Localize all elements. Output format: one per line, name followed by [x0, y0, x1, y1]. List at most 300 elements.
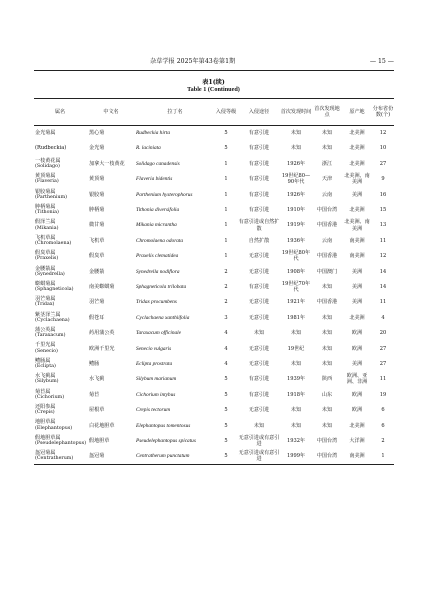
time-cell-text: 未知	[290, 360, 302, 367]
count-cell	[372, 187, 394, 202]
count-cell	[372, 295, 394, 310]
time-cell-text: 未知	[290, 130, 302, 137]
count-cell-text: 11	[379, 237, 387, 244]
genus-cell	[34, 233, 86, 248]
cn-cell-text: 假臭草	[89, 253, 105, 260]
count-cell	[372, 433, 394, 448]
place-cell	[312, 326, 342, 341]
col-first-place: 首次发现地点	[314, 105, 340, 118]
genus-cell-text: 黄顶菊属	[35, 173, 56, 180]
route-cell-text: 无意引进	[248, 268, 270, 275]
level-cell-text: 5	[224, 376, 228, 383]
genus-cell-text: 假臭草属	[35, 250, 56, 257]
genus-latin-text: (Elephantopus)	[35, 425, 73, 431]
time-cell	[280, 433, 312, 448]
count-cell-text: 10	[379, 145, 387, 152]
genus-latin-text: (Crepis)	[35, 410, 55, 416]
time-cell-text: 1926年	[286, 160, 306, 167]
cn-cell	[86, 156, 136, 171]
route-cell-text: 无意引进或有意引进	[238, 434, 280, 447]
level-cell-text: 5	[224, 145, 228, 152]
latin-cell	[136, 279, 214, 294]
place-cell-text: 中国台湾	[316, 437, 338, 444]
col-province-count: 分布省份数(个)	[372, 105, 394, 118]
origin-cell	[342, 372, 372, 387]
origin-cell	[342, 264, 372, 279]
latin-cell	[136, 310, 214, 325]
cn-cell-text: 加拿大一枝黄花	[89, 160, 125, 167]
table-row	[34, 341, 394, 356]
route-cell	[238, 310, 280, 325]
cn-cell-text: 假苍耳	[89, 314, 105, 321]
cn-cell	[86, 187, 136, 202]
genus-cell-text: 蟛蜞菊属	[35, 280, 56, 287]
time-cell	[280, 372, 312, 387]
origin-cell-text: 欧洲、亚洲、非洲	[346, 373, 368, 386]
genus-latin-text: (Silybum)	[35, 379, 59, 385]
genus-cell	[34, 141, 86, 156]
col-chinese-name: 中文名	[103, 108, 119, 115]
count-cell-text: 2	[381, 437, 385, 444]
time-cell-text: 19世纪	[287, 345, 305, 352]
latin-cell	[136, 433, 214, 448]
genus-cell-text: 飞机草属	[35, 234, 56, 241]
origin-cell-text: 美洲	[351, 360, 363, 367]
origin-cell-text: 北美洲	[349, 145, 365, 152]
genus-cell	[34, 279, 86, 294]
cn-cell-text: 水飞蓟	[89, 376, 105, 383]
genus-cell-text: 千里光属	[35, 342, 56, 349]
latin-cell-text: R. laciniata	[136, 145, 161, 152]
time-cell-text: 1932年	[286, 437, 306, 444]
origin-cell	[342, 310, 372, 325]
place-cell	[312, 387, 342, 402]
count-cell-text: 14	[379, 268, 387, 275]
genus-cell-text: 银胶菊属	[35, 188, 56, 195]
latin-cell-text: Cichorium intybus	[136, 391, 176, 398]
time-cell-text: 1919年	[286, 222, 306, 229]
level-cell	[214, 295, 238, 310]
latin-cell	[136, 218, 214, 233]
genus-cell	[34, 249, 86, 264]
count-cell	[372, 403, 394, 418]
place-cell	[312, 403, 342, 418]
cn-cell-text: 黑心菊	[89, 130, 105, 137]
place-cell-text: 未知	[321, 422, 333, 429]
cn-cell-text: 欧洲千里光	[89, 345, 115, 352]
place-cell	[312, 341, 342, 356]
latin-cell-text: Centratherum punctatum	[136, 453, 190, 460]
place-cell-text: 中国香港	[316, 222, 338, 229]
latin-cell	[136, 233, 214, 248]
route-cell	[238, 326, 280, 341]
time-cell-text: 1936年	[286, 237, 306, 244]
level-cell-text: 5	[224, 391, 228, 398]
level-cell-text: 5	[224, 422, 228, 429]
route-cell-text: 有意引进或自然扩散	[238, 219, 280, 232]
genus-cell	[34, 387, 86, 402]
latin-cell-text: Taraxacum officinale	[136, 330, 181, 337]
latin-cell-text: Solidago canadensis	[136, 160, 180, 167]
level-cell-text: 1	[224, 222, 228, 229]
time-cell	[280, 233, 312, 248]
time-cell-text: 1939年	[286, 376, 306, 383]
latin-cell-text: Silybum marianum	[136, 376, 177, 383]
route-cell-text: 有意引进	[248, 130, 270, 137]
genus-latin-text: (Synedrella)	[35, 271, 65, 277]
time-cell	[280, 126, 312, 141]
route-cell	[238, 264, 280, 279]
cn-cell-text: 肿柄菊	[89, 207, 105, 214]
origin-cell-text: 北美洲	[349, 207, 365, 214]
origin-cell	[342, 449, 372, 464]
latin-cell	[136, 326, 214, 341]
place-cell	[312, 218, 342, 233]
time-cell-text: 未知	[290, 422, 302, 429]
place-cell	[312, 141, 342, 156]
count-cell-text: 6	[381, 407, 385, 414]
route-cell	[238, 187, 280, 202]
latin-cell	[136, 126, 214, 141]
level-cell-text: 2	[224, 268, 228, 275]
genus-cell	[34, 202, 86, 217]
origin-cell-text: 欧洲	[351, 330, 363, 337]
level-cell	[214, 356, 238, 371]
time-cell	[280, 449, 312, 464]
route-cell-text: 无意引进	[248, 407, 270, 414]
latin-cell	[136, 372, 214, 387]
level-cell-text: 5	[224, 437, 228, 444]
origin-cell-text: 欧洲	[351, 345, 363, 352]
origin-cell	[342, 279, 372, 294]
cn-cell	[86, 387, 136, 402]
cn-cell-text: 南美蟛蜞菊	[89, 284, 115, 290]
origin-cell-text: 大洋洲	[349, 437, 365, 444]
place-cell-text: 云南	[321, 237, 333, 244]
place-cell	[312, 279, 342, 294]
origin-cell-text: 北美洲、南美洲	[344, 219, 370, 232]
latin-cell	[136, 403, 214, 418]
genus-cell-text: 地胆草属	[35, 419, 56, 426]
time-cell-text: 1910年	[286, 207, 306, 214]
place-cell	[312, 202, 342, 217]
route-cell	[238, 156, 280, 171]
place-cell	[312, 310, 342, 325]
origin-cell-text: 南美洲	[349, 237, 365, 244]
genus-cell	[34, 295, 86, 310]
table-row	[34, 279, 394, 294]
origin-cell-text: 北美洲、南美洲	[344, 173, 370, 186]
table-row	[34, 264, 394, 279]
origin-cell-text: 北美洲	[349, 130, 365, 137]
cn-cell	[86, 233, 136, 248]
place-cell-text: 未知	[321, 360, 333, 367]
origin-cell	[342, 341, 372, 356]
time-cell	[280, 279, 312, 294]
place-cell-text: 浙江	[321, 160, 333, 167]
place-cell	[312, 372, 342, 387]
genus-cell-text: 肿柄菊属	[35, 203, 56, 210]
place-cell	[312, 187, 342, 202]
cn-cell	[86, 356, 136, 371]
genus-cell-text: 盔冠菊属	[35, 449, 56, 456]
genus-latin-text: (Chromolaena)	[35, 240, 72, 246]
level-cell-text: 1	[224, 207, 228, 214]
col-latin-name: 拉丁名	[167, 108, 183, 115]
route-cell	[238, 356, 280, 371]
level-cell	[214, 233, 238, 248]
count-cell-text: 11	[379, 376, 387, 383]
route-cell-text: 有意引进	[248, 160, 270, 167]
origin-cell-text: 美洲	[351, 191, 363, 198]
cn-cell	[86, 202, 136, 217]
time-cell-text: 19世纪80—90年代	[281, 173, 311, 186]
table-body	[34, 126, 394, 465]
level-cell	[214, 249, 238, 264]
origin-cell-text: 欧洲	[351, 407, 363, 414]
count-cell	[372, 249, 394, 264]
route-cell	[238, 295, 280, 310]
col-route: 入侵途径	[248, 108, 270, 115]
genus-cell-text: 金光菊属	[35, 130, 56, 137]
time-cell-text: 19世纪80年代	[281, 250, 311, 263]
time-cell	[280, 341, 312, 356]
table-row	[34, 141, 394, 156]
latin-cell-text: Senecio vulgaris	[136, 345, 172, 352]
latin-cell-text: Tridax procumbens	[136, 299, 177, 306]
genus-latin-text: (Praxelis)	[35, 256, 59, 262]
time-cell	[280, 418, 312, 433]
time-cell	[280, 326, 312, 341]
table-row	[34, 202, 394, 217]
genus-latin-text: (Centratherum)	[35, 456, 74, 462]
genus-cell-text: 金腰箭属	[35, 265, 56, 272]
cn-cell-text: 鳢肠	[89, 360, 100, 367]
route-cell	[238, 372, 280, 387]
cn-cell-text: 菊苣	[89, 391, 100, 398]
count-cell	[372, 449, 394, 464]
time-cell-text: 1918年	[286, 391, 306, 398]
running-header	[34, 56, 394, 68]
genus-cell-text: 假泽兰属	[35, 219, 56, 226]
place-cell	[312, 156, 342, 171]
cn-cell-text: 黄顶菊	[89, 176, 105, 183]
latin-cell-text: Cyclachaena xanthiifolia	[136, 314, 190, 321]
place-cell	[312, 249, 342, 264]
origin-cell	[342, 156, 372, 171]
time-cell	[280, 403, 312, 418]
count-cell-text: 27	[379, 160, 387, 167]
time-cell-text: 1926年	[286, 191, 306, 198]
count-cell	[372, 387, 394, 402]
place-cell	[312, 356, 342, 371]
level-cell-text: 3	[224, 314, 228, 321]
genus-latin-text: (Pseudelephantopus)	[35, 441, 87, 446]
cn-cell	[86, 218, 136, 233]
genus-cell-text: 水飞蓟属	[35, 373, 56, 380]
level-cell-text: 1	[224, 237, 228, 244]
level-cell-text: 4	[224, 345, 228, 352]
count-cell-text: 14	[379, 284, 387, 290]
level-cell-text: 2	[224, 299, 228, 306]
count-cell-text: 27	[379, 360, 387, 367]
route-cell-text: 无意引进	[248, 253, 270, 260]
route-cell	[238, 126, 280, 141]
route-cell-text: 自然扩散	[248, 237, 270, 244]
latin-cell-text: Tithonia diversifolia	[136, 207, 180, 214]
cn-cell	[86, 403, 136, 418]
table-row	[34, 172, 394, 187]
latin-cell-text: Pseudelephantopus spicatus	[136, 437, 196, 444]
cn-cell	[86, 372, 136, 387]
route-cell-text: 无意引进	[248, 314, 270, 321]
time-cell-text: 未知	[290, 330, 302, 337]
cn-cell-text: 金光菊	[89, 145, 105, 152]
place-cell-text: 中国台湾	[316, 453, 338, 460]
genus-cell	[34, 187, 86, 202]
time-cell-text: 1999年	[286, 453, 306, 460]
table-header-row	[34, 99, 394, 126]
origin-cell	[342, 172, 372, 187]
time-cell	[280, 249, 312, 264]
origin-cell-text: 美洲	[351, 284, 363, 290]
place-cell-text: 中国台湾	[316, 207, 338, 214]
latin-cell-text: Chromolaena odorata	[136, 237, 184, 244]
cn-cell	[86, 433, 136, 448]
latin-cell-text: Flaveria bidentis	[136, 176, 173, 183]
table-row	[34, 372, 394, 387]
genus-latin-text: (Sphagneticola)	[35, 287, 74, 293]
latin-cell	[136, 156, 214, 171]
cn-cell-text: 白花地胆草	[89, 422, 115, 429]
level-cell	[214, 433, 238, 448]
table-row	[34, 218, 394, 233]
count-cell-text: 27	[379, 345, 387, 352]
table-row	[34, 187, 394, 202]
col-origin: 原产地	[349, 108, 365, 115]
time-cell-text: 1921年	[286, 299, 306, 306]
count-cell	[372, 264, 394, 279]
origin-cell-text: 美洲	[351, 268, 363, 275]
origin-cell	[342, 141, 372, 156]
level-cell	[214, 172, 238, 187]
cn-cell-text: 飞机草	[89, 237, 105, 244]
count-cell-text: 12	[379, 130, 387, 137]
time-cell	[280, 187, 312, 202]
cn-cell	[86, 126, 136, 141]
level-cell-text: 1	[224, 160, 228, 167]
time-cell-text: 1908年	[286, 268, 306, 275]
genus-latin-text: (Tridax)	[35, 302, 55, 308]
table-row	[34, 418, 394, 433]
latin-cell	[136, 341, 214, 356]
latin-cell	[136, 187, 214, 202]
route-cell-text: 有意引进	[248, 376, 270, 383]
origin-cell-text: 北美洲	[349, 314, 365, 321]
time-cell	[280, 141, 312, 156]
cn-cell	[86, 326, 136, 341]
latin-cell	[136, 295, 214, 310]
level-cell-text: 2	[224, 284, 228, 290]
genus-latin-text: (Tithonia)	[35, 210, 59, 216]
origin-cell-text: 欧洲	[351, 391, 363, 398]
place-cell	[312, 264, 342, 279]
origin-cell	[342, 418, 372, 433]
time-cell-text: 1981年	[286, 314, 306, 321]
count-cell-text: 1	[381, 453, 385, 460]
genus-cell-text: 还阳参属	[35, 404, 56, 411]
place-cell-text: 未知	[321, 314, 333, 321]
count-cell-text: 11	[379, 299, 387, 306]
level-cell	[214, 372, 238, 387]
place-cell-text: 中国香港	[316, 253, 338, 260]
level-cell-text: 5	[224, 130, 228, 137]
cn-cell	[86, 295, 136, 310]
table-row	[34, 249, 394, 264]
place-cell-text: 陕西	[321, 376, 333, 383]
route-cell	[238, 202, 280, 217]
time-cell	[280, 310, 312, 325]
latin-cell	[136, 387, 214, 402]
cn-cell-text: 羽芒菊	[89, 299, 105, 306]
count-cell	[372, 356, 394, 371]
table-row	[34, 156, 394, 171]
origin-cell-text: 南美洲	[349, 253, 365, 260]
place-cell-text: 天津	[321, 176, 333, 183]
genus-latin-text: (Taraxacum)	[35, 333, 66, 339]
place-cell	[312, 295, 342, 310]
col-level: 入侵等级	[215, 108, 237, 115]
count-cell-text: 4	[381, 314, 385, 321]
genus-latin-text: (Cichorium)	[35, 394, 65, 400]
table-row	[34, 295, 394, 310]
cn-cell	[86, 449, 136, 464]
origin-cell-text: 美洲	[351, 299, 363, 306]
level-cell	[214, 264, 238, 279]
col-first-time: 首次发现时间	[280, 108, 312, 115]
genus-cell	[34, 433, 86, 448]
genus-cell-text: (Rudbeckia)	[35, 145, 67, 152]
col-genus: 属名	[54, 108, 66, 115]
genus-cell	[34, 264, 86, 279]
route-cell-text: 有意引进	[248, 284, 270, 290]
level-cell	[214, 218, 238, 233]
latin-cell-text: Crepis tectorum	[136, 407, 171, 414]
cn-cell-text: 盔冠菊	[89, 453, 105, 460]
route-cell	[238, 233, 280, 248]
journal-info: 杂草学报 2025年第43卷第1期	[150, 58, 236, 65]
cn-cell-text: 药用蒲公英	[89, 330, 115, 337]
genus-cell	[34, 172, 86, 187]
origin-cell	[342, 218, 372, 233]
place-cell-text: 未知	[321, 407, 333, 414]
time-cell	[280, 156, 312, 171]
table-row	[34, 356, 394, 371]
header-rule	[34, 70, 394, 71]
level-cell-text: 1	[224, 191, 228, 198]
table-row	[34, 233, 394, 248]
genus-cell	[34, 310, 86, 325]
route-cell-text: 无意引进	[248, 299, 270, 306]
count-cell	[372, 126, 394, 141]
place-cell	[312, 449, 342, 464]
latin-cell	[136, 264, 214, 279]
route-cell	[238, 418, 280, 433]
place-cell-text: 未知	[321, 345, 333, 352]
level-cell	[214, 387, 238, 402]
origin-cell	[342, 387, 372, 402]
origin-cell-text: 北美洲	[349, 422, 365, 429]
